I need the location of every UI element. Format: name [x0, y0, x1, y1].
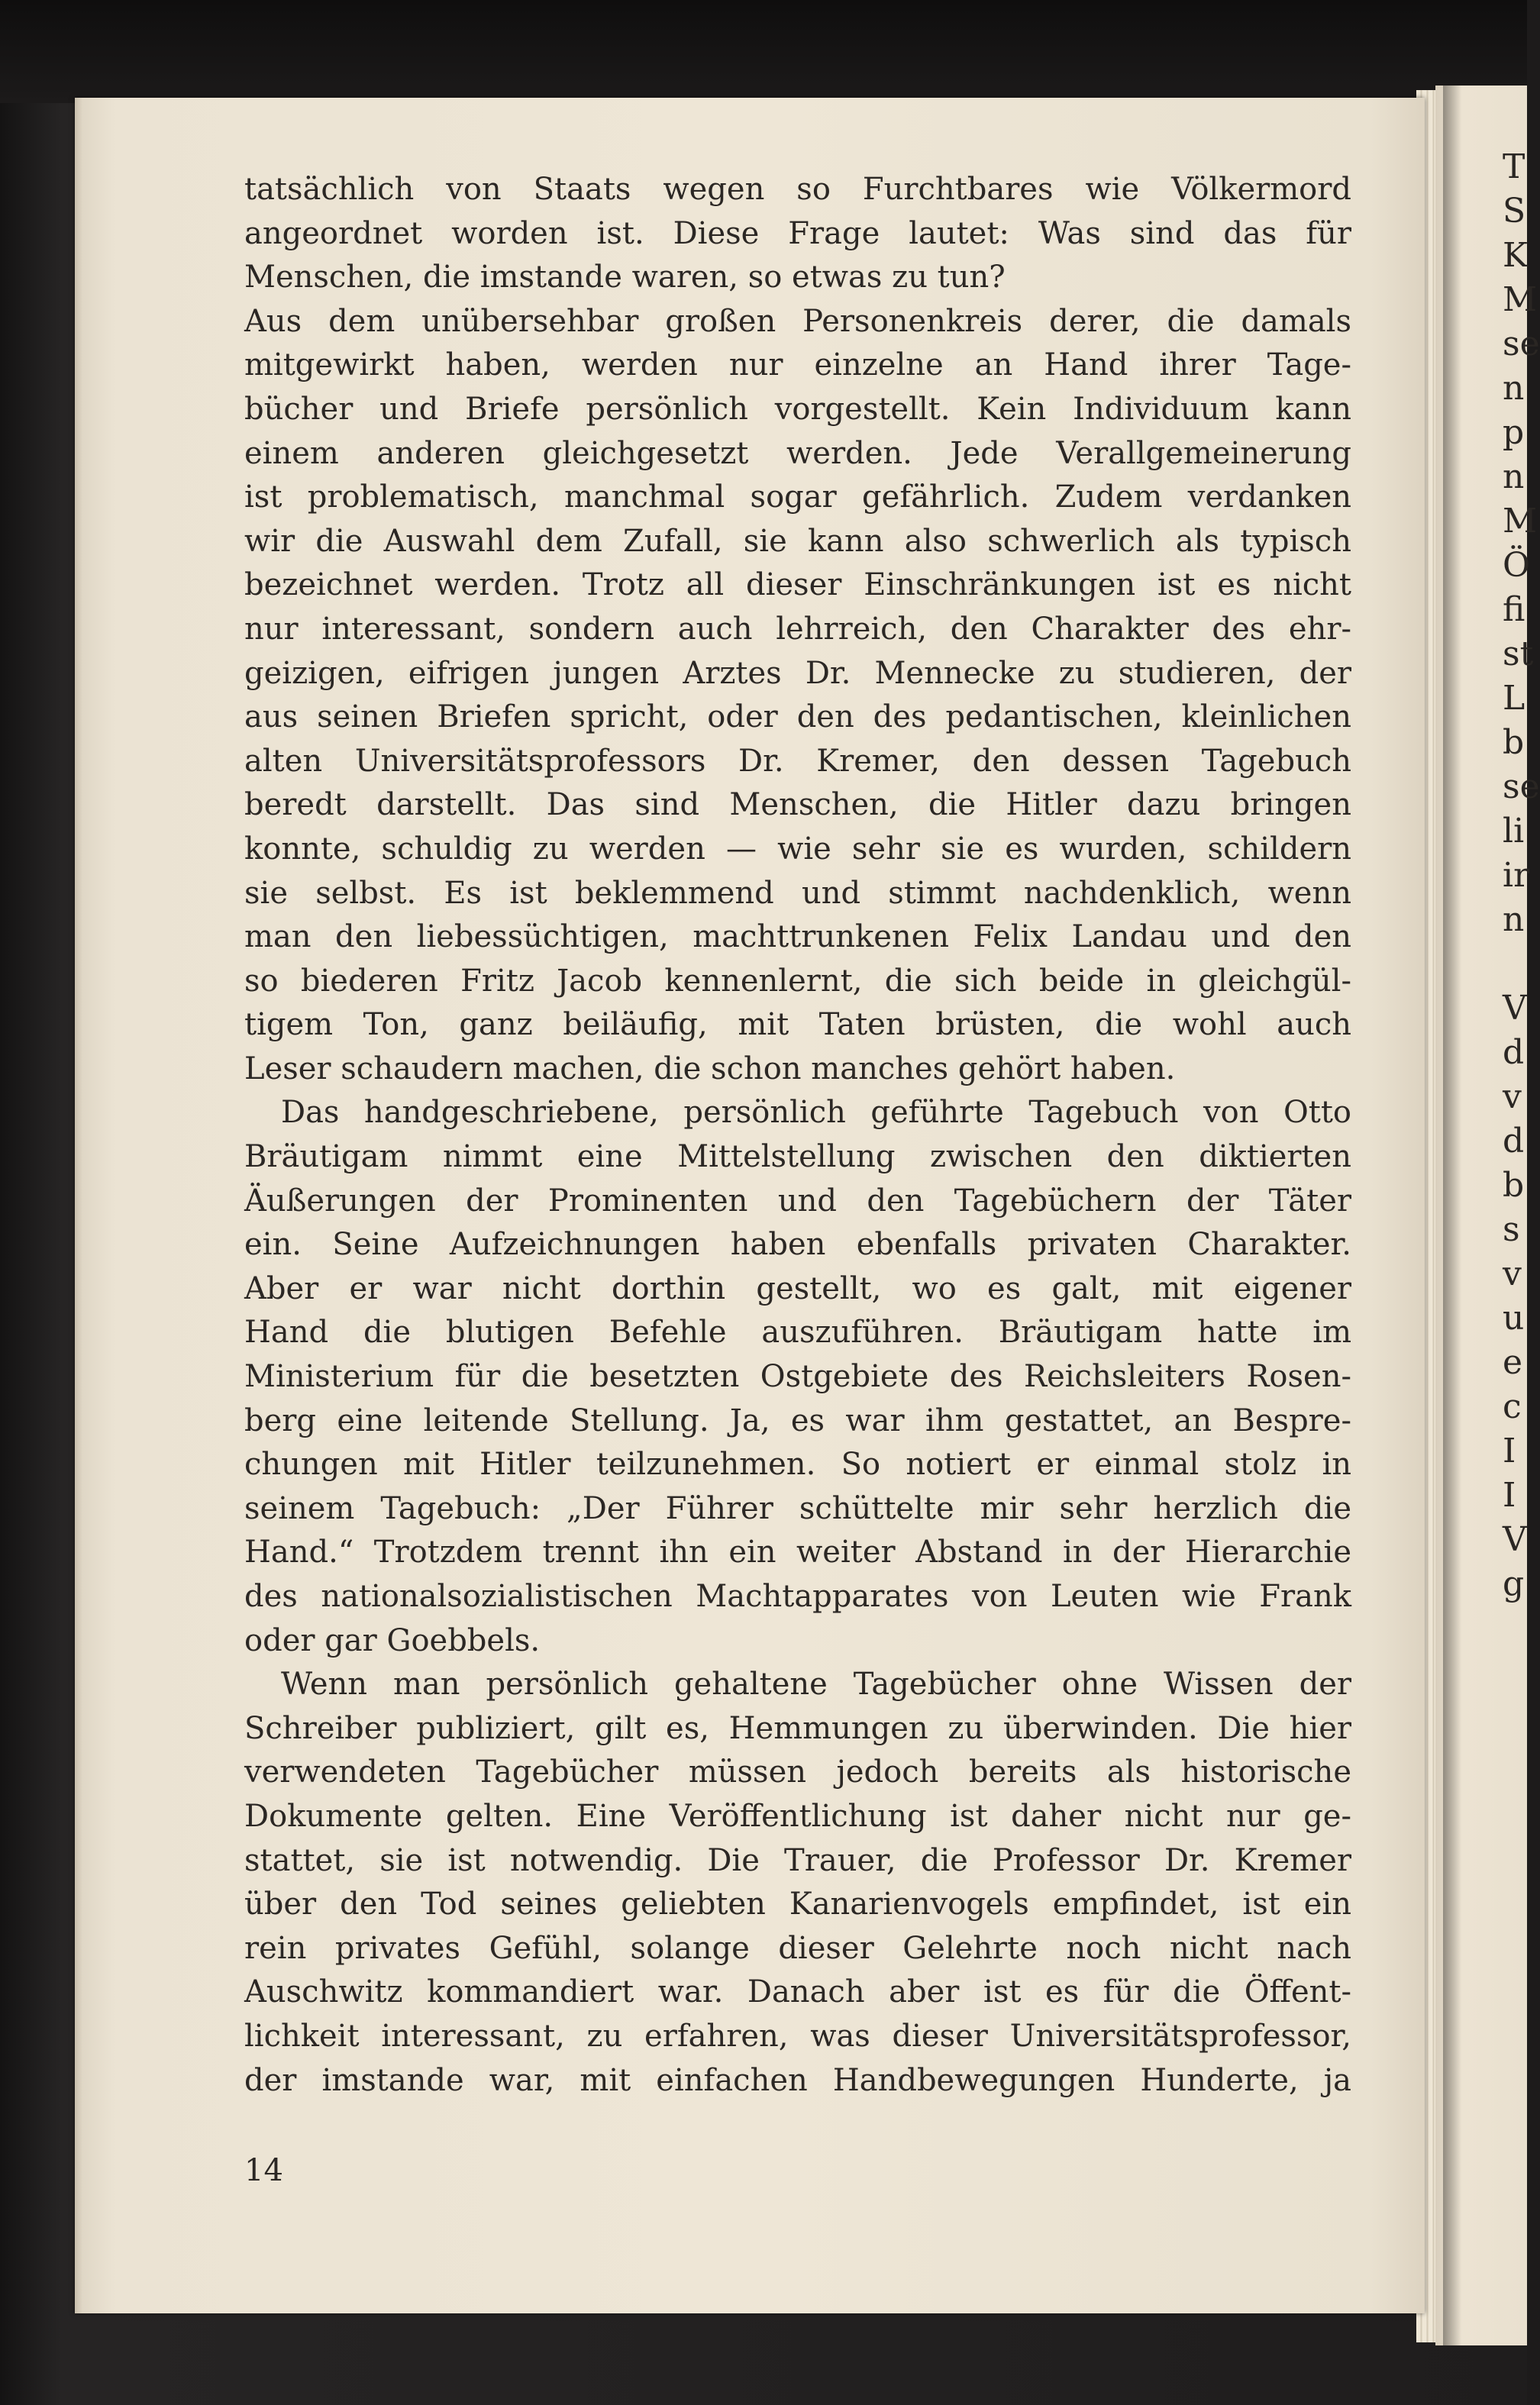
text-line: sie selbst. Es ist beklemmend und stimmt nachdenklich, wenn — [244, 875, 1351, 911]
text-line: chungen mit Hitler teilzunehmen. So notiert er einmal stolz in — [244, 1447, 1351, 1483]
text-line: Äußerungen der Prominenten und den Tagebüchern der Täter — [244, 1183, 1351, 1219]
text-line: einem anderen gleichgesetzt werden. Jede Verallgemeinerung — [244, 435, 1351, 471]
text-line: Wenn man persönlich gehaltene Tagebücher ohne Wissen der — [281, 1667, 1351, 1703]
text-line: bücher und Briefe persönlich vorgestellt. Kein Individuum kann — [244, 391, 1351, 427]
text-line: beredt darstellt. Das sind Menschen, die Hitler dazu bringen — [244, 787, 1351, 823]
page-number: 14 — [244, 2153, 283, 2188]
text-line: ein. Seine Aufzeichnungen haben ebenfalls privaten Charakter. — [244, 1227, 1351, 1263]
text-line: so biederen Fritz Jacob kennenlernt, die sich beide in gleichgül- — [244, 963, 1351, 999]
scan-background — [0, 0, 1527, 103]
text-line: Schreiber publiziert, gilt es, Hemmungen zu überwinden. Die hier — [244, 1710, 1351, 1746]
text-line: nur interessant, sondern auch lehrreich, den Charakter des ehr- — [244, 611, 1351, 647]
text-line: tatsächlich von Staats wegen so Furchtbares wie Völkermord — [244, 172, 1351, 207]
gutter-shadow — [1443, 86, 1461, 2345]
text-line: Aus dem unübersehbar großen Personenkreis derer, die damals — [244, 303, 1351, 339]
text-line: Ministerium für die besetzten Ostgebiete des Reichsleiters Rosen- — [244, 1359, 1351, 1395]
text-line: der imstande war, mit einfachen Handbewegungen Hunderte, ja — [244, 2062, 1351, 2098]
text-line: Aber er war nicht dorthin gestellt, wo es galt, mit eigener — [244, 1270, 1351, 1306]
text-line: tigem Ton, ganz beiläufig, mit Taten brüsten, die wohl auch — [244, 1007, 1351, 1043]
text-line: Hand die blutigen Befehle auszuführen. Bräutigam hatte im — [244, 1315, 1351, 1351]
text-line: rein privates Gefühl, solange dieser Gelehrte noch nicht nach — [244, 1930, 1351, 1966]
text-line: angeordnet worden ist. Diese Frage lautet: Was sind das für — [244, 215, 1351, 251]
text-line: Leser schaudern machen, die schon manches gehört haben. — [244, 1051, 1176, 1086]
text-line: verwendeten Tagebücher müssen jedoch bereits als historische — [244, 1755, 1351, 1790]
text-line: alten Universitätsprofessors Dr. Kremer, den dessen Tagebuch — [244, 743, 1351, 779]
body-text — [244, 168, 1351, 2103]
text-line: berg eine leitende Stellung. Ja, es war ihm gestattet, an Bespre- — [244, 1403, 1351, 1438]
text-line: wir die Auswahl dem Zufall, sie kann also schwerlich als typisch — [244, 523, 1351, 559]
text-line: Bräutigam nimmt eine Mittelstellung zwischen den diktierten — [244, 1139, 1351, 1175]
text-line: mitgewirkt haben, werden nur einzelne an Hand ihrer Tage- — [244, 347, 1351, 383]
text-line: seinem Tagebuch: „Der Führer schüttelte mir sehr herzlich die — [244, 1490, 1351, 1526]
text-line: lichkeit interessant, zu erfahren, was dieser Universitätsprofessor, — [244, 2018, 1351, 2054]
next-page-text-fragment: T S K M se n p n M Ö fi st L b se li ir n V d v d b s v u e c I I V g — [1503, 147, 1540, 1603]
text-line: bezeichnet werden. Trotz all dieser Einschränkungen ist es nicht — [244, 567, 1351, 603]
text-line: stattet, sie ist notwendig. Die Trauer, die Professor Dr. Kremer — [244, 1842, 1351, 1878]
text-line: Dokumente gelten. Eine Veröffentlichung ist daher nicht nur ge- — [244, 1798, 1351, 1834]
text-line: des nationalsozialistischen Machtapparates von Leuten wie Frank — [244, 1579, 1351, 1614]
text-line: über den Tod seines geliebten Kanarienvogels empfindet, ist ein — [244, 1887, 1351, 1922]
text-line: Hand.“ Trotzdem trennt ihn ein weiter Abstand in der Hierarchie — [244, 1535, 1351, 1571]
text-line: Auschwitz kommandiert war. Danach aber ist es für die Öffent- — [244, 1974, 1351, 2010]
text-line: man den liebessüchtigen, machttrunkenen Felix Landau und den — [244, 919, 1351, 955]
page-edge — [75, 98, 82, 2313]
text-line: geizigen, eifrigen jungen Arztes Dr. Mennecke zu studieren, der — [244, 655, 1351, 691]
text-line: konnte, schuldig zu werden — wie sehr sie es wurden, schildern — [244, 831, 1351, 867]
text-line: ist problematisch, manchmal sogar gefährlich. Zudem verdanken — [244, 479, 1351, 515]
text-line: Menschen, die imstande waren, so etwas zu tun? — [244, 260, 1006, 295]
text-line: aus seinen Briefen spricht, oder den des pedantischen, kleinlichen — [244, 699, 1351, 735]
text-line: oder gar Goebbels. — [244, 1622, 541, 1658]
text-line: Das handgeschriebene, persönlich geführte Tagebuch von Otto — [281, 1095, 1351, 1131]
